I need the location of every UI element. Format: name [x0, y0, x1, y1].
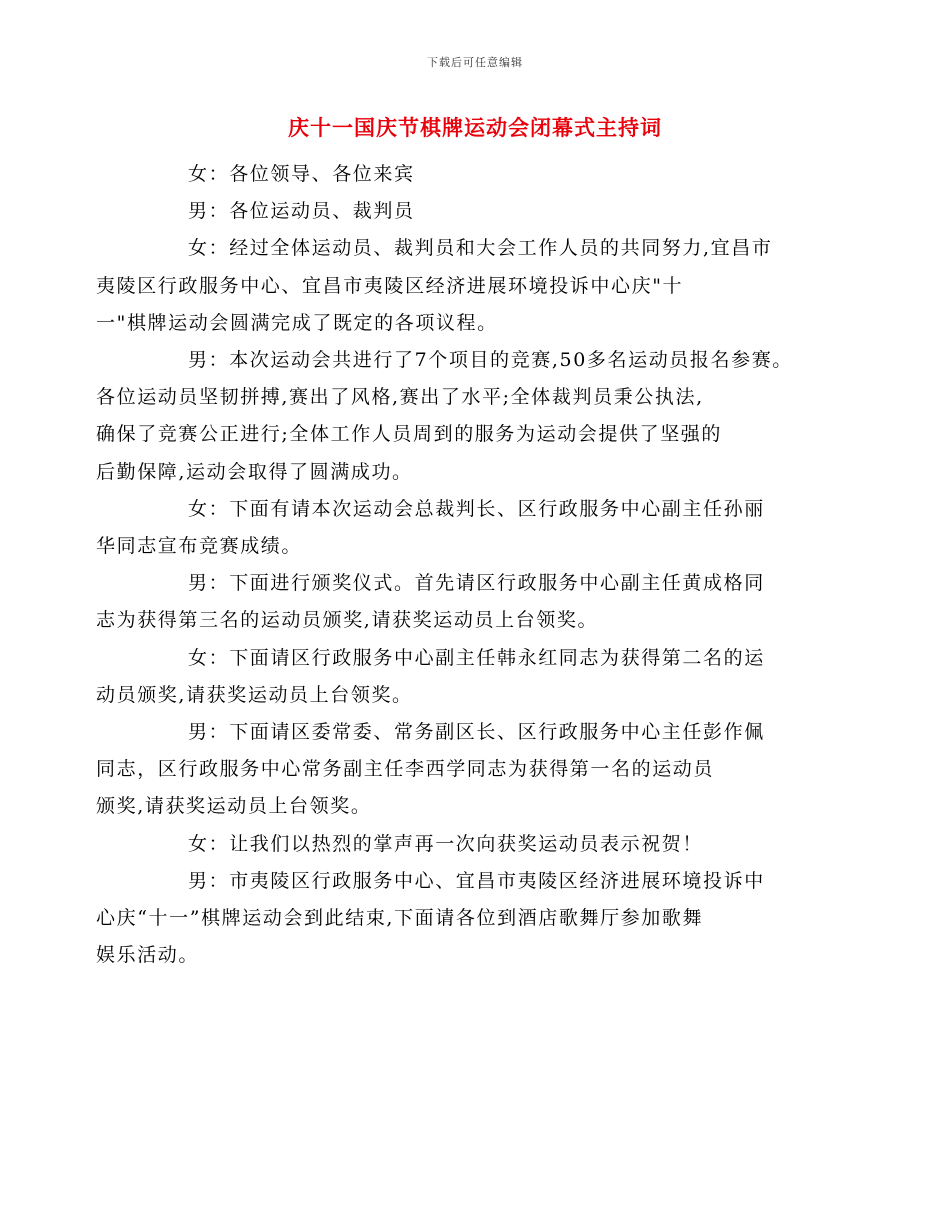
paragraph — [96, 714, 822, 826]
paragraph — [96, 342, 822, 491]
paragraph-line: 男：各位运动员、裁判员 — [188, 200, 415, 223]
paragraph-line: 华同志宣布竞赛成绩。 — [96, 535, 303, 558]
paragraph-line: 动员颁奖,请获奖运动员上台领奖。 — [96, 683, 413, 706]
paragraph-line: 男：下面请区委常委、常务副区长、区行政服务中心主任彭作佩 — [188, 721, 765, 744]
document-body — [96, 156, 822, 974]
paragraph-line: 男：下面进行颁奖仪式。首先请区行政服务中心副主任黄成格同 — [188, 572, 765, 595]
paragraph-line: 后勤保障,运动会取得了圆满成功。 — [96, 460, 413, 483]
paragraph — [96, 863, 822, 975]
paragraph-line: 男：本次运动会共进行了7个项目的竞赛,50多名运动员报名参赛。 — [188, 349, 793, 372]
paragraph — [142, 193, 822, 230]
paragraph-line: 女：下面有请本次运动会总裁判长、区行政服务中心副主任孙丽 — [188, 497, 765, 520]
document-title: 庆十一国庆节棋牌运动会闭幕式主持词 — [288, 115, 662, 140]
paragraph-line: 一"棋牌运动会圆满完成了既定的各项议程。 — [96, 311, 498, 334]
paragraph-line: 女：下面请区行政服务中心副主任韩永红同志为获得第二名的运 — [188, 646, 765, 669]
paragraph — [142, 156, 822, 193]
paragraph-line: 娱乐活动。 — [96, 944, 200, 967]
paragraph-line: 颁奖,请获奖运动员上台领奖。 — [96, 795, 372, 818]
paragraph — [96, 230, 822, 342]
paragraph-line: 心庆“十一”棋牌运动会到此结束,下面请各位到酒店歌舞厅参加歌舞 — [96, 907, 704, 930]
paragraph — [142, 826, 822, 863]
paragraph-line: 同志，区行政服务中心常务副主任李西学同志为获得第一名的运动员 — [96, 758, 715, 781]
paragraph — [96, 640, 822, 714]
paragraph-line: 男：市夷陵区行政服务中心、宜昌市夷陵区经济进展环境投诉中 — [188, 869, 765, 892]
paragraph-line: 女：让我们以热烈的掌声再一次向获奖运动员表示祝贺！ — [188, 832, 704, 855]
paragraph-line: 确保了竞赛公正进行;全体工作人员周到的服务为运动会提供了坚强的 — [96, 423, 723, 446]
paragraph-line: 志为获得第三名的运动员颁奖,请获奖运动员上台领奖。 — [96, 609, 599, 632]
paragraph — [96, 491, 822, 565]
paragraph-line: 女：各位领导、各位来宾 — [188, 163, 415, 185]
paragraph-line: 夷陵区行政服务中心、宜昌市夷陵区经济进展环境投诉中心庆"十 — [96, 274, 684, 297]
paragraph-line: 女：经过全体运动员、裁判员和大会工作人员的共同努力,宜昌市 — [188, 237, 773, 260]
paragraph — [96, 565, 822, 639]
paragraph-line: 各位运动员坚韧拼搏,赛出了风格,赛出了水平;全体裁判员秉公执法, — [96, 386, 704, 409]
header-note: 下载后可任意编辑 — [427, 56, 523, 69]
